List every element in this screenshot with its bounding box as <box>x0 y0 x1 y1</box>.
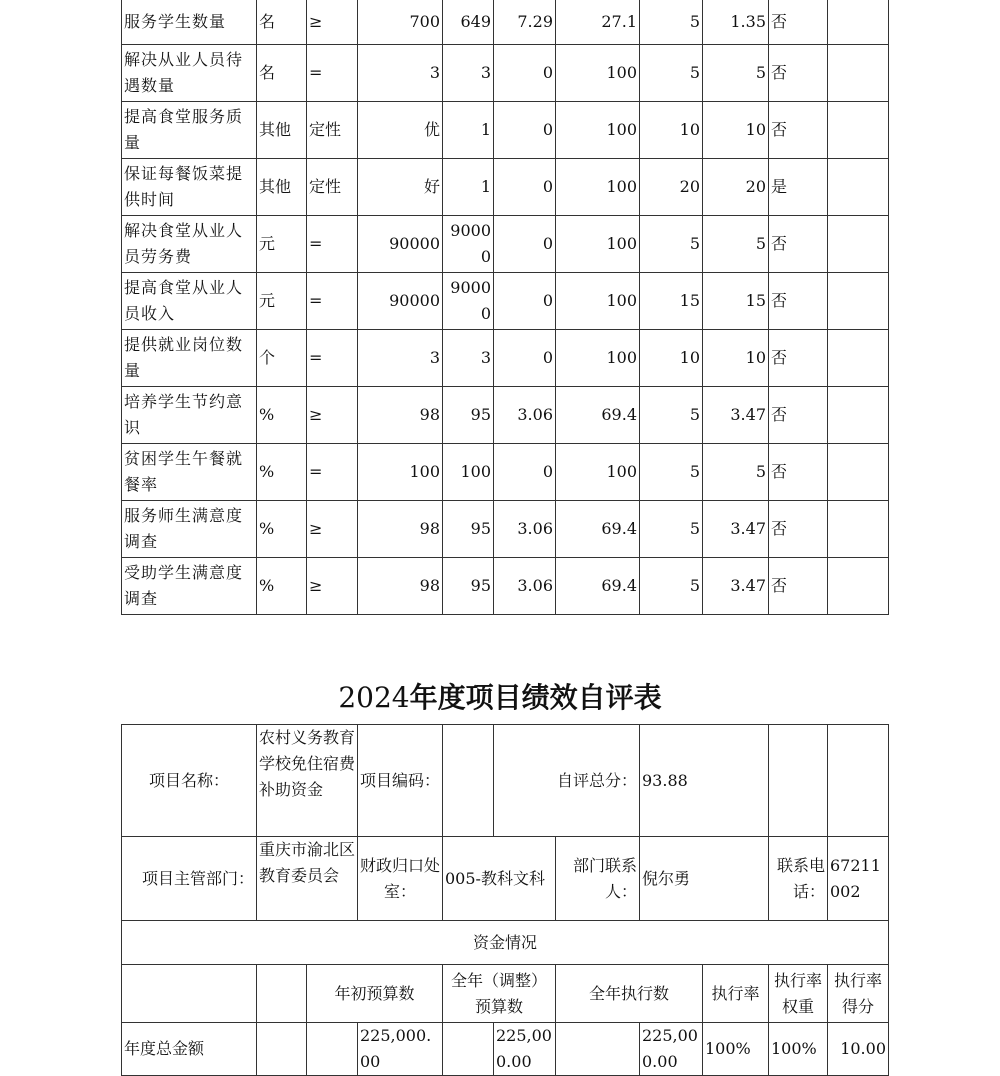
indicator-weight: 5 <box>640 387 703 444</box>
empty-cell <box>257 1023 307 1076</box>
indicator-rate: 27.1 <box>556 0 640 45</box>
indicator-unit: % <box>257 387 307 444</box>
indicator-weight: 5 <box>640 45 703 102</box>
indicator-target: 98 <box>358 387 443 444</box>
col-score: 执行率得分 <box>828 965 889 1023</box>
indicator-score: 3.47 <box>703 558 769 615</box>
table-row <box>122 444 889 501</box>
indicator-rate: 100 <box>556 444 640 501</box>
indicator-symbol: = <box>307 444 358 501</box>
total-executed: 225,000.00 <box>640 1023 703 1076</box>
indicator-core: 否 <box>769 387 828 444</box>
col-executed: 全年执行数 <box>556 965 703 1023</box>
table-row <box>122 159 889 216</box>
finance-value: 005-教科文科 <box>443 837 556 921</box>
indicator-actual: 90000 <box>443 273 494 330</box>
table-row <box>122 0 889 45</box>
indicator-name: 受助学生满意度调查 <box>122 558 257 615</box>
indicator-rate: 69.4 <box>556 558 640 615</box>
indicator-score: 3.47 <box>703 501 769 558</box>
indicator-symbol: = <box>307 330 358 387</box>
indicator-name: 保证每餐饭菜提供时间 <box>122 159 257 216</box>
indicator-weight: 10 <box>640 102 703 159</box>
indicator-weight: 5 <box>640 216 703 273</box>
col-rate: 执行率 <box>703 965 769 1023</box>
project-code-value <box>443 725 494 837</box>
finance-label: 财政归口处室： <box>358 837 443 921</box>
form-title-year: 2024 <box>338 681 410 714</box>
total-row <box>122 1023 889 1076</box>
table-row <box>122 102 889 159</box>
indicator-unit: 其他 <box>257 102 307 159</box>
indicator-deviation: 0 <box>494 159 556 216</box>
indicator-actual: 100 <box>443 444 494 501</box>
funds-header-row <box>122 921 889 965</box>
total-weight: 100% <box>769 1023 828 1076</box>
indicator-actual: 95 <box>443 558 494 615</box>
empty-cell <box>122 965 257 1023</box>
indicator-core: 否 <box>769 330 828 387</box>
indicator-core: 否 <box>769 0 828 45</box>
indicator-symbol: ≥ <box>307 0 358 45</box>
self-eval-table <box>121 724 889 1076</box>
col-adjusted: 全年（调整）预算数 <box>443 965 556 1023</box>
indicator-rate: 100 <box>556 102 640 159</box>
indicator-actual: 95 <box>443 501 494 558</box>
indicator-score: 3.47 <box>703 387 769 444</box>
indicator-core: 否 <box>769 45 828 102</box>
dept-row <box>122 837 889 921</box>
indicator-deviation: 0 <box>494 45 556 102</box>
indicator-target: 90000 <box>358 273 443 330</box>
indicator-unit: 元 <box>257 273 307 330</box>
table-row <box>122 216 889 273</box>
contact-value: 倪尔勇 <box>640 837 769 921</box>
indicator-unit: 其他 <box>257 159 307 216</box>
empty-cell <box>828 45 889 102</box>
indicator-target: 3 <box>358 45 443 102</box>
empty-cell <box>556 1023 640 1076</box>
empty-cell <box>828 501 889 558</box>
empty-cell <box>828 273 889 330</box>
indicator-core: 否 <box>769 444 828 501</box>
indicator-score: 5 <box>703 216 769 273</box>
empty-cell <box>828 102 889 159</box>
indicator-target: 98 <box>358 558 443 615</box>
indicator-unit: 名 <box>257 45 307 102</box>
indicator-target: 90000 <box>358 216 443 273</box>
total-initial: 225,000.00 <box>358 1023 443 1076</box>
project-name-label: 项目名称： <box>122 725 257 837</box>
indicator-actual: 90000 <box>443 216 494 273</box>
indicator-unit: % <box>257 558 307 615</box>
empty-cell <box>828 159 889 216</box>
indicator-deviation: 7.29 <box>494 0 556 45</box>
indicator-rate: 100 <box>556 273 640 330</box>
indicator-target: 好 <box>358 159 443 216</box>
indicator-weight: 5 <box>640 558 703 615</box>
empty-cell <box>828 725 889 837</box>
indicator-core: 否 <box>769 216 828 273</box>
indicator-name: 提供就业岗位数量 <box>122 330 257 387</box>
table-row <box>122 387 889 444</box>
empty-cell <box>828 558 889 615</box>
indicator-weight: 20 <box>640 159 703 216</box>
indicator-actual: 3 <box>443 45 494 102</box>
indicator-deviation: 0 <box>494 216 556 273</box>
indicator-rate: 100 <box>556 330 640 387</box>
self-score-label: 自评总分： <box>494 725 640 837</box>
indicator-deviation: 3.06 <box>494 387 556 444</box>
indicator-name: 贫困学生午餐就餐率 <box>122 444 257 501</box>
indicator-name: 提高食堂从业人员收入 <box>122 273 257 330</box>
phone-value: 67211002 <box>828 837 889 921</box>
empty-cell <box>828 387 889 444</box>
table-row <box>122 45 889 102</box>
table-row <box>122 330 889 387</box>
table-row <box>122 273 889 330</box>
indicator-name: 提高食堂服务质量 <box>122 102 257 159</box>
total-label: 年度总金额 <box>122 1023 257 1076</box>
indicator-unit: 元 <box>257 216 307 273</box>
indicator-deviation: 0 <box>494 102 556 159</box>
total-adjusted: 225,000.00 <box>494 1023 556 1076</box>
indicator-deviation: 3.06 <box>494 558 556 615</box>
indicator-score: 20 <box>703 159 769 216</box>
contact-label: 部门联系人： <box>556 837 640 921</box>
indicator-symbol: = <box>307 216 358 273</box>
indicator-target: 700 <box>358 0 443 45</box>
empty-cell <box>257 965 307 1023</box>
indicator-weight: 15 <box>640 273 703 330</box>
indicator-core: 否 <box>769 102 828 159</box>
indicator-core: 否 <box>769 501 828 558</box>
indicator-symbol: ≥ <box>307 387 358 444</box>
project-row <box>122 725 889 837</box>
indicator-actual: 95 <box>443 387 494 444</box>
indicator-symbol: = <box>307 45 358 102</box>
indicator-name: 解决从业人员待遇数量 <box>122 45 257 102</box>
indicator-actual: 649 <box>443 0 494 45</box>
indicator-rate: 69.4 <box>556 501 640 558</box>
indicator-core: 是 <box>769 159 828 216</box>
form-title <box>0 676 1000 716</box>
indicator-actual: 1 <box>443 102 494 159</box>
dept-value: 重庆市渝北区教育委员会 <box>257 837 358 921</box>
funds-columns-row <box>122 965 889 1023</box>
empty-cell <box>769 725 828 837</box>
indicator-deviation: 0 <box>494 330 556 387</box>
indicator-rows <box>122 0 889 615</box>
indicator-score: 10 <box>703 102 769 159</box>
empty-cell <box>307 1023 358 1076</box>
indicator-score: 10 <box>703 330 769 387</box>
indicator-unit: 个 <box>257 330 307 387</box>
funds-header: 资金情况 <box>122 921 889 965</box>
total-rate: 100% <box>703 1023 769 1076</box>
col-weight: 执行率权重 <box>769 965 828 1023</box>
project-name-value: 农村义务教育学校免住宿费补助资金 <box>257 725 358 837</box>
project-code-label: 项目编码： <box>358 725 443 837</box>
indicator-symbol: = <box>307 273 358 330</box>
indicator-score: 1.35 <box>703 0 769 45</box>
indicator-weight: 5 <box>640 501 703 558</box>
self-score-value: 93.88 <box>640 725 769 837</box>
indicator-name: 服务师生满意度调查 <box>122 501 257 558</box>
indicator-score: 5 <box>703 444 769 501</box>
form-title-text: 年度项目绩效自评表 <box>409 681 662 714</box>
dept-label: 项目主管部门： <box>122 837 257 921</box>
indicator-weight: 5 <box>640 0 703 45</box>
empty-cell <box>443 1023 494 1076</box>
indicator-unit: 名 <box>257 0 307 45</box>
indicator-target: 3 <box>358 330 443 387</box>
indicator-actual: 1 <box>443 159 494 216</box>
indicator-symbol: 定性 <box>307 159 358 216</box>
empty-cell <box>828 330 889 387</box>
total-score: 10.00 <box>828 1023 889 1076</box>
indicator-symbol: ≥ <box>307 501 358 558</box>
indicator-table <box>121 0 889 615</box>
indicator-weight: 5 <box>640 444 703 501</box>
indicator-core: 否 <box>769 273 828 330</box>
indicator-core: 否 <box>769 558 828 615</box>
indicator-rate: 100 <box>556 159 640 216</box>
table-row <box>122 558 889 615</box>
indicator-target: 100 <box>358 444 443 501</box>
indicator-symbol: ≥ <box>307 558 358 615</box>
indicator-target: 优 <box>358 102 443 159</box>
indicator-name: 服务学生数量 <box>122 0 257 45</box>
indicator-score: 5 <box>703 45 769 102</box>
phone-label: 联系电话： <box>769 837 828 921</box>
indicator-deviation: 0 <box>494 444 556 501</box>
indicator-rate: 69.4 <box>556 387 640 444</box>
table-row <box>122 501 889 558</box>
indicator-name: 培养学生节约意识 <box>122 387 257 444</box>
indicator-weight: 10 <box>640 330 703 387</box>
indicator-score: 15 <box>703 273 769 330</box>
empty-cell <box>828 444 889 501</box>
indicator-actual: 3 <box>443 330 494 387</box>
empty-cell <box>828 0 889 45</box>
indicator-rate: 100 <box>556 45 640 102</box>
indicator-deviation: 0 <box>494 273 556 330</box>
indicator-rate: 100 <box>556 216 640 273</box>
indicator-unit: % <box>257 444 307 501</box>
indicator-name: 解决食堂从业人员劳务费 <box>122 216 257 273</box>
indicator-deviation: 3.06 <box>494 501 556 558</box>
col-initial: 年初预算数 <box>307 965 443 1023</box>
indicator-target: 98 <box>358 501 443 558</box>
empty-cell <box>828 216 889 273</box>
indicator-symbol: 定性 <box>307 102 358 159</box>
indicator-unit: % <box>257 501 307 558</box>
